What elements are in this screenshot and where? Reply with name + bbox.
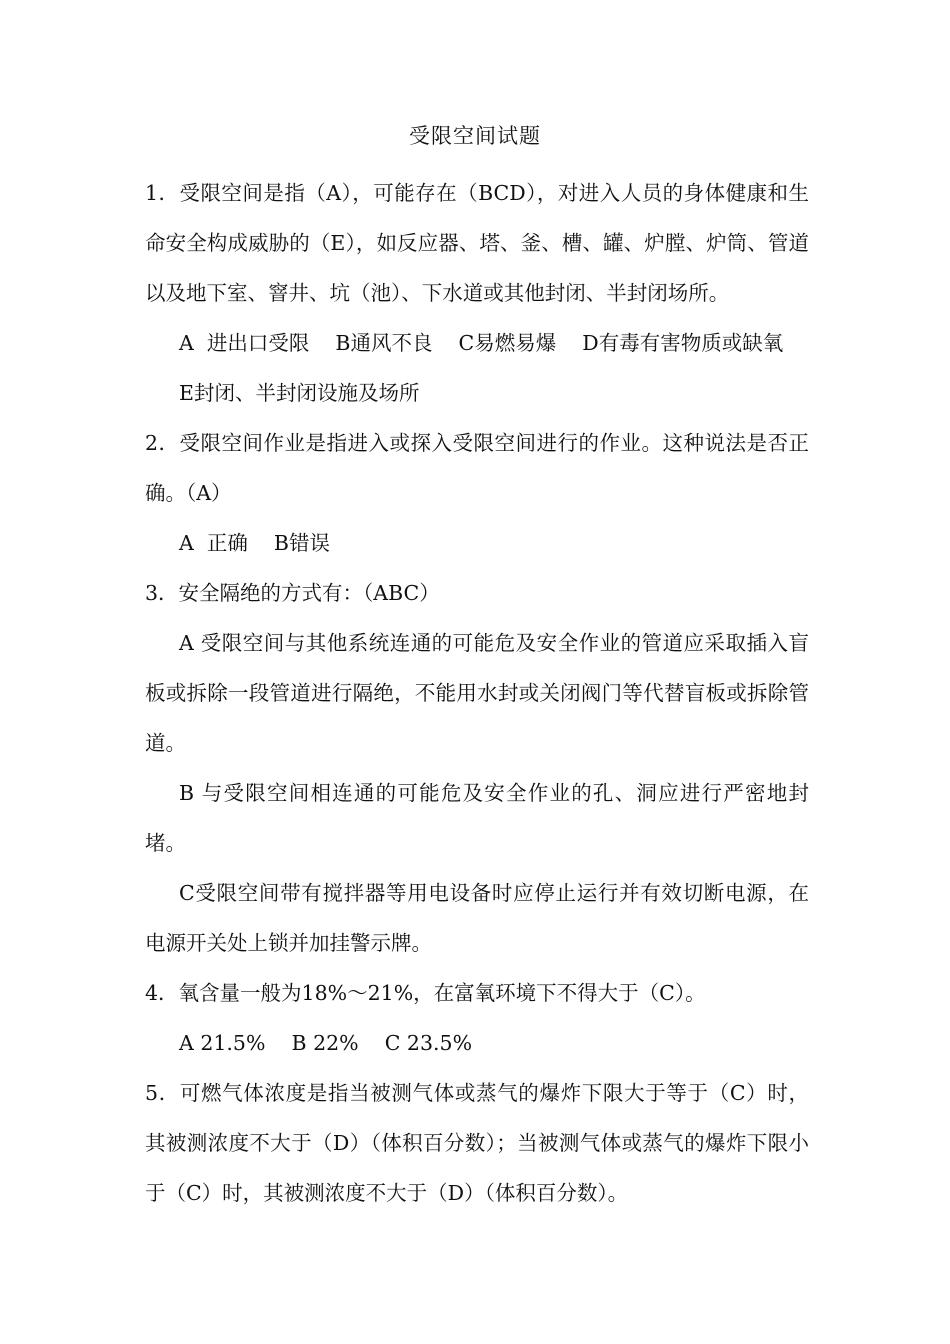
document-title: 受限空间试题 — [409, 124, 541, 148]
question-4-options: A 21.5% B 22% C 23.5% — [179, 1031, 473, 1055]
question-3: 3．安全隔绝的方式有：（ABC） — [145, 581, 440, 605]
question-1-options-line-2: E封闭、半封闭设施及场所 — [179, 381, 420, 405]
question-3-option-a: A 受限空间与其他系统连通的可能危及安全作业的管道应采取插入盲板或拆除一段管道进行隔绝，不能用水封或关闭阀门等代替盲板或拆除管道。 — [145, 631, 809, 755]
question-4: 4．氧含量一般为18%～21%，在富氧环境下不得大于（C）。 — [145, 981, 706, 1005]
question-2-options: A 正确 B错误 — [179, 531, 330, 555]
question-2: 2．受限空间作业是指进入或探入受限空间进行的作业。这种说法是否正确。（A） — [145, 431, 809, 505]
question-1-options-line-1: A 进出口受限 B通风不良 C易燃易爆 D有毒有害物质或缺氧 — [179, 331, 784, 355]
question-3-option-b: B 与受限空间相连通的可能危及安全作业的孔、洞应进行严密地封堵。 — [145, 781, 809, 855]
question-5: 5．可燃气体浓度是指当被测气体或蒸气的爆炸下限大于等于（C）时，其被测浓度不大于（D）（体积百分数）；当被测气体或蒸气的爆炸下限小于（C）时，其被测浓度不大于（D）（体积百分数）。 — [145, 1081, 809, 1205]
question-3-option-c: C受限空间带有搅拌器等用电设备时应停止运行并有效切断电源，在电源开关处上锁并加挂警示牌。 — [145, 881, 809, 955]
document-body — [145, 168, 809, 1218]
question-1: 1．受限空间是指（A），可能存在（BCD），对进入人员的身体健康和生命安全构成威胁的（E），如反应器、塔、釜、槽、罐、炉膛、炉筒、管道以及地下室、窨井、坑（池）、下水道或其他封闭、半封闭场所。 — [145, 181, 809, 305]
